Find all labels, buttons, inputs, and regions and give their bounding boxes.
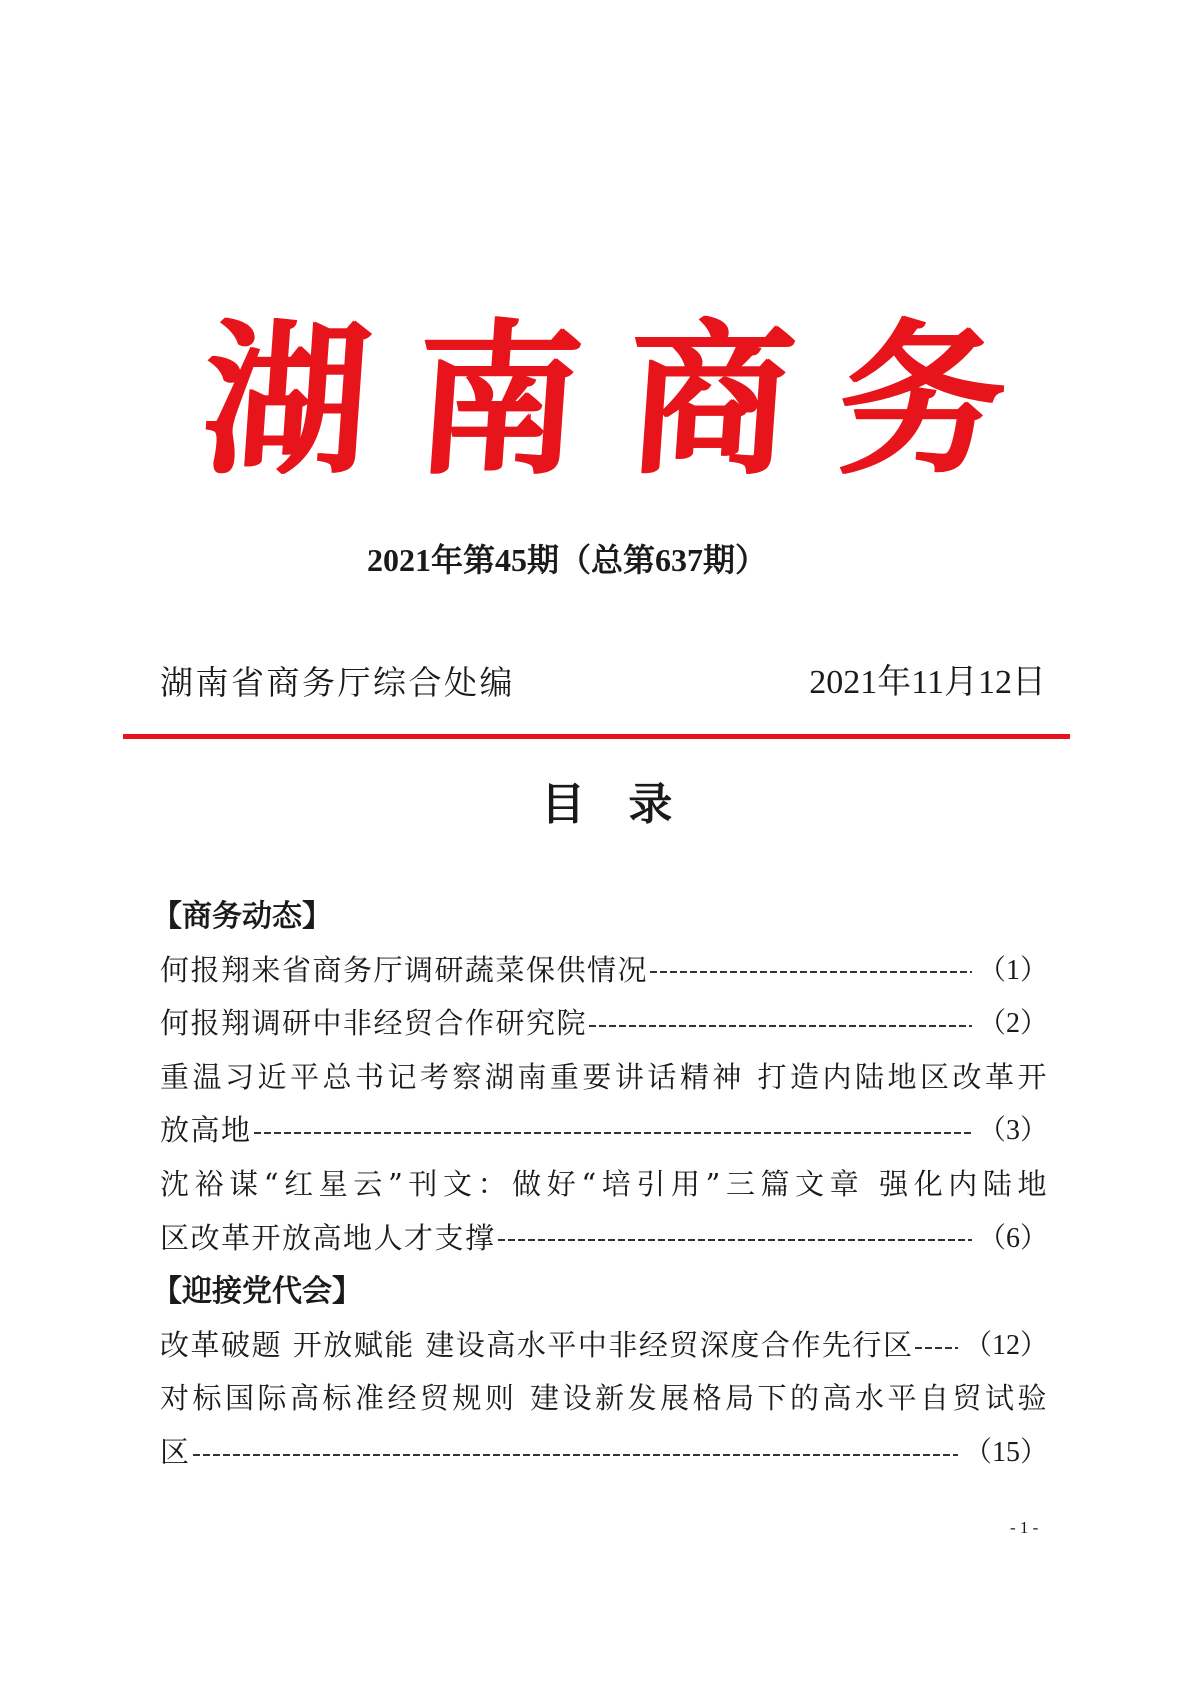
toc-entry-page: （3） — [977, 1115, 1048, 1147]
masthead-title: 湖南商务 — [196, 303, 1058, 497]
toc-entry[interactable] — [160, 1158, 1048, 1265]
toc-entry-title: 改革破题 开放赋能 建设高水平中非经贸深度合作先行区 — [160, 1327, 914, 1362]
toc-section-heading: 【商务动态】 — [152, 899, 332, 934]
toc-entry-title-continued: 区改革开放高地人才支撑 — [160, 1220, 496, 1255]
toc-entry-page: （1） — [977, 954, 1048, 986]
toc-entry[interactable] — [160, 944, 1048, 998]
dot-leader — [915, 1347, 958, 1349]
toc-entry-row — [160, 997, 1048, 1051]
publish-date: 2021年11月12日 — [809, 664, 1046, 701]
toc-entry-title: 何报翔调研中非经贸合作研究院 — [160, 1006, 588, 1041]
dot-leader — [193, 1454, 958, 1456]
toc-entry-title: 对标国际高标准经贸规则 建设新发展格局下的高水平自贸试验 — [160, 1381, 1048, 1416]
toc-entry[interactable] — [160, 1319, 1048, 1373]
toc-entry-page: （15） — [963, 1436, 1048, 1468]
editor-credit: 湖南省商务厅综合处编 — [160, 663, 515, 702]
toc-entry-title-continued: 放高地 — [160, 1113, 252, 1148]
dot-leader — [589, 1025, 972, 1027]
toc-entry[interactable] — [160, 1051, 1048, 1158]
toc-entry-page: （6） — [977, 1222, 1048, 1254]
toc-entry-title: 沈裕谋“红星云”刊文：做好“培引用”三篇文章 强化内陆地 — [160, 1166, 1048, 1201]
toc-entry-title-continued: 区 — [160, 1434, 191, 1469]
dot-leader — [254, 1132, 972, 1134]
toc-entry[interactable] — [160, 997, 1048, 1051]
toc-entry-title: 重温习近平总书记考察湖南重要讲话精神 打造内陆地区改革开 — [160, 1059, 1048, 1094]
red-divider — [123, 734, 1070, 739]
toc-section-heading: 【迎接党代会】 — [152, 1274, 362, 1310]
dot-leader — [498, 1239, 972, 1241]
issue-number: 2021年第45期（总第637期） — [367, 542, 768, 578]
toc-entry-row — [160, 1319, 1048, 1373]
toc-entry[interactable] — [160, 1372, 1048, 1479]
toc-entry-page: （2） — [977, 1008, 1048, 1040]
toc-entry-row — [160, 944, 1048, 998]
toc-entry-title: 何报翔来省商务厅调研蔬菜保供情况 — [160, 952, 649, 987]
table-of-contents — [152, 890, 1048, 1480]
toc-heading: 目 录 — [541, 779, 673, 830]
dot-leader — [650, 971, 972, 973]
toc-entry-row — [160, 1104, 1048, 1158]
toc-entry-page: （12） — [963, 1329, 1048, 1361]
toc-entry-row — [160, 1212, 1048, 1266]
page-number: - 1 - — [1010, 1518, 1039, 1537]
toc-entry-row — [160, 1426, 1048, 1480]
